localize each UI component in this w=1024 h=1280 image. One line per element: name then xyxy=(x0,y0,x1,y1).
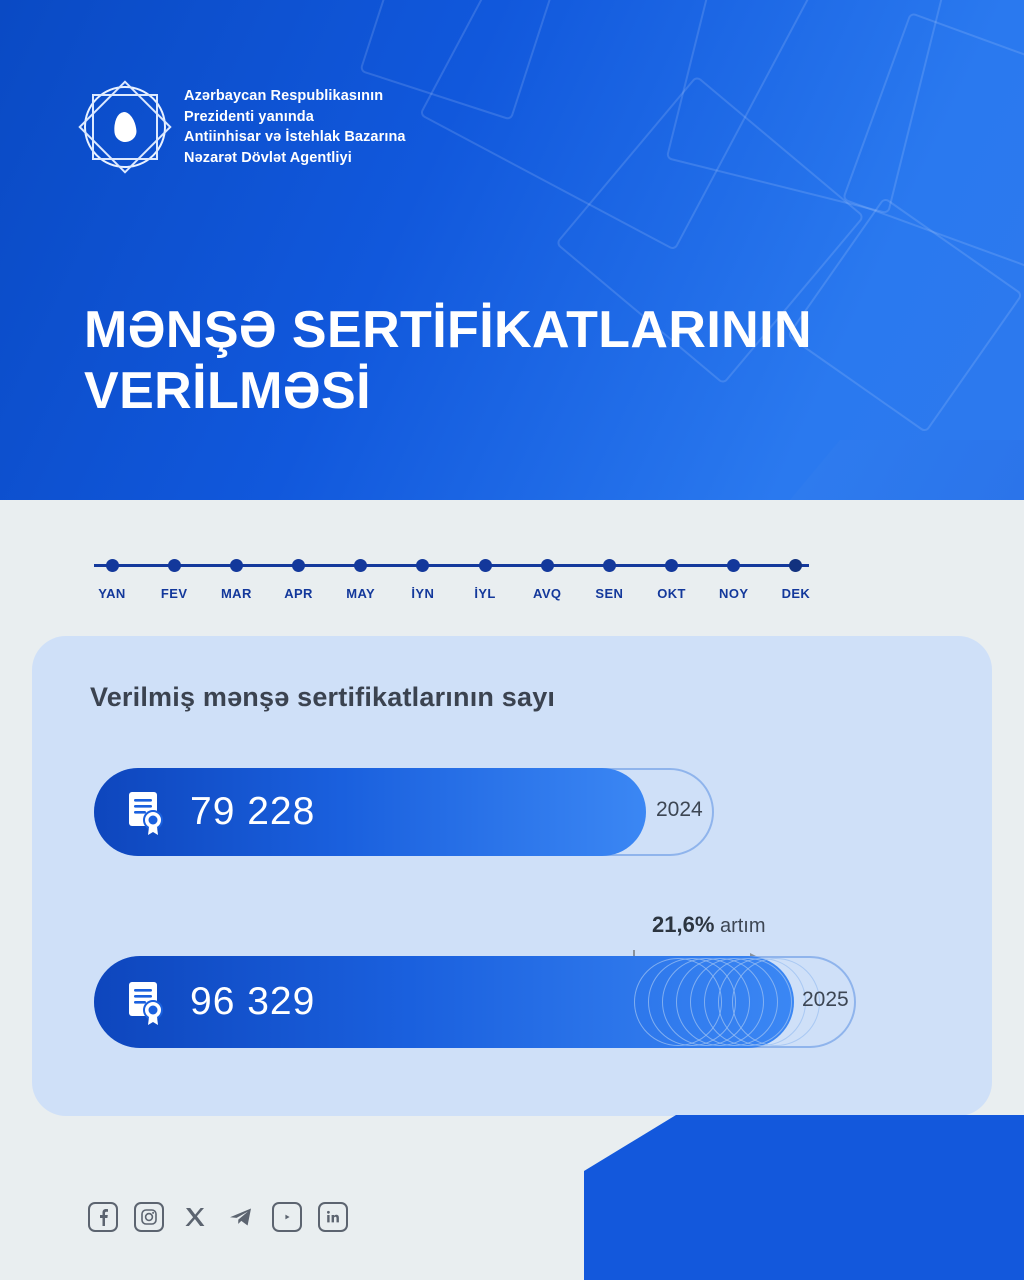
certificate-icon xyxy=(120,787,170,837)
timeline-dot-icon xyxy=(665,559,678,572)
timeline-month-avq[interactable] xyxy=(519,552,575,601)
timeline-dot-icon xyxy=(168,559,181,572)
timeline-month-label: NOY xyxy=(719,586,749,601)
timeline-month-yan[interactable] xyxy=(84,552,140,601)
bar-year-2024: 2024 xyxy=(656,798,703,821)
page-title: MƏNŞƏ SERTİFİKATLARININ VERİLMƏSİ xyxy=(84,301,812,421)
timeline-month-fev[interactable] xyxy=(146,552,202,601)
timeline-month-label: MAY xyxy=(346,586,376,601)
timeline-month-label: YAN xyxy=(98,586,126,601)
bar-value-2024: 79 228 xyxy=(190,790,316,833)
timeline-month-label: DEK xyxy=(781,586,811,601)
timeline-month-sen[interactable] xyxy=(581,552,637,601)
org-line-1: Azərbaycan Respublikasının xyxy=(184,88,384,104)
timeline-month-label: AVQ xyxy=(533,586,562,601)
x-twitter-icon[interactable] xyxy=(180,1202,210,1232)
timeline-month-may[interactable] xyxy=(333,552,389,601)
timeline-dot-icon xyxy=(603,559,616,572)
org-line-3: Antiinhisar və İstehlak Bazarına xyxy=(184,129,406,146)
social-links xyxy=(88,1202,348,1232)
telegram-icon[interactable] xyxy=(226,1202,256,1232)
organization-name xyxy=(184,86,406,168)
timeline-month-label: FEV xyxy=(160,586,188,601)
bar-year-2025: 2025 xyxy=(802,988,849,1011)
timeline-month-apr[interactable] xyxy=(271,552,327,601)
flame-shape-icon xyxy=(112,111,137,143)
bar-value-2025: 96 329 xyxy=(190,980,316,1023)
timeline-dot-icon xyxy=(416,559,429,572)
timeline-month-iyn[interactable] xyxy=(395,552,451,601)
month-timeline xyxy=(84,552,824,601)
timeline-month-label: MAR xyxy=(220,586,252,601)
linkedin-icon[interactable] xyxy=(318,1202,348,1232)
brand-block xyxy=(84,86,406,168)
timeline-month-label: OKT xyxy=(657,586,686,601)
state-emblem-icon xyxy=(84,86,166,168)
youtube-icon[interactable] xyxy=(272,1202,302,1232)
bar-fill-2024 xyxy=(94,768,646,856)
org-line-4: Nəzarət Dövlət Agentliyi xyxy=(184,149,352,166)
timeline-dot-icon xyxy=(354,559,367,572)
card-title: Verilmiş mənşə sertifikatlarının sayı xyxy=(90,682,556,712)
header-banner xyxy=(0,0,1024,500)
timeline-month-noy[interactable] xyxy=(706,552,762,601)
timeline-dot-icon xyxy=(789,559,802,572)
timeline-dot-icon xyxy=(479,559,492,572)
timeline-dot-icon xyxy=(230,559,243,572)
timeline-month-label: İYN xyxy=(411,586,435,601)
timeline-month-label: SEN xyxy=(595,586,624,601)
bar-fill-2025 xyxy=(94,956,794,1048)
footer-accent-shape xyxy=(584,1115,1024,1280)
timeline-dot-icon xyxy=(106,559,119,572)
timeline-month-mar[interactable] xyxy=(208,552,264,601)
timeline-month-dek[interactable] xyxy=(768,552,824,601)
growth-label: artım xyxy=(719,915,766,937)
timeline-dot-icon xyxy=(292,559,305,572)
instagram-icon[interactable] xyxy=(134,1202,164,1232)
timeline-dot-icon xyxy=(727,559,740,572)
growth-annotation xyxy=(652,912,766,938)
facebook-icon[interactable] xyxy=(88,1202,118,1232)
timeline-month-label: İYL xyxy=(474,586,496,601)
timeline-month-iyl[interactable] xyxy=(457,552,513,601)
certificate-icon xyxy=(120,977,170,1027)
timeline-month-okt[interactable] xyxy=(644,552,700,601)
timeline-month-label: APR xyxy=(284,586,313,601)
growth-value: 21,6% xyxy=(652,912,715,937)
timeline-items xyxy=(84,552,824,601)
statistics-card xyxy=(32,636,992,1116)
timeline-dot-icon xyxy=(541,559,554,572)
org-line-2: Prezidenti yanında xyxy=(184,108,314,125)
